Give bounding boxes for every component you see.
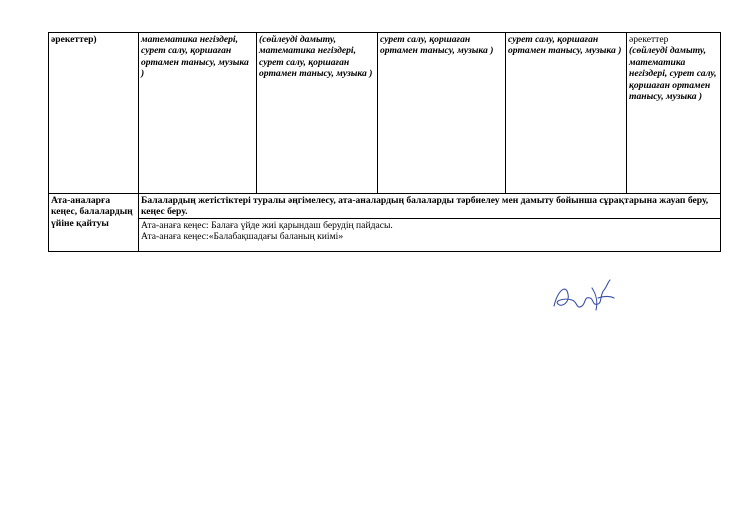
- activity-cell-2: (сөйлеуді дамыту, математика негіздері, сурет салу, қоршаған ортамен танысу, музыка ): [257, 33, 378, 194]
- activity-cell-5: [627, 33, 721, 194]
- weekly-plan-table: [48, 32, 721, 252]
- activity-cell-5-heading: әрекеттер: [629, 34, 669, 45]
- parents-row: [49, 194, 721, 219]
- handwritten-signature-icon: [548, 276, 618, 316]
- parents-summary-cell: Балалардың жетістіктері туралы әңгімелесу, ата-аналардың балаларды тәрбиелеу мен дамыту бойынша сұрақтарына жауап беру, кеңес беру.: [139, 194, 721, 219]
- row-label-cell: әрекеттер): [49, 33, 139, 194]
- activity-cell-5-text: (сөйлеуді дамыту, математика негіздері, сурет салу, қоршаған ортамен танысу, музыка ): [629, 45, 717, 103]
- activity-cell-4: сурет салу, қоршаған ортамен танысу, музыка ): [506, 33, 627, 194]
- activity-cell-3: сурет салу, қоршаған ортамен танысу, музыка ): [378, 33, 506, 194]
- advice-line-2: Ата-анаға кеңес:«Балабақшадағы баланың киімі»: [141, 231, 344, 243]
- parents-label-cell: Ата-аналарға кеңес, балалардың үйіне қайтуы: [49, 194, 139, 252]
- activity-cell-1: математика негіздері, сурет салу, қоршаған ортамен танысу, музыка ): [139, 33, 257, 194]
- advice-line-1: Ата-анаға кеңес: Балаға үйде жиі қарындаш берудің пайдасы.: [141, 220, 393, 231]
- activities-row: [49, 33, 721, 194]
- parents-advice-cell: [139, 219, 721, 252]
- parents-advice-row: [49, 219, 721, 252]
